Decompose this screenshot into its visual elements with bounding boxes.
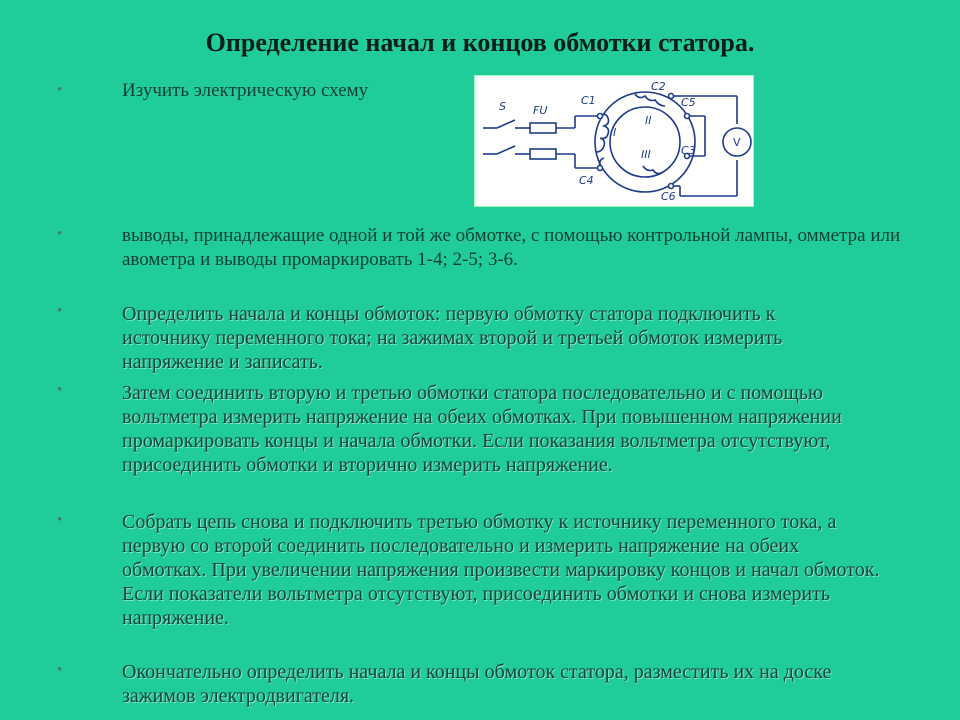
label-switch: S [499,100,506,113]
bullet-text-5: Собрать цепь снова и подключить третью обмотку к источнику переменного тока, а первую со второй соединить последовательно и измерить напряжение на обеих обмотках. При увеличении напряжения произвести маркировку концов и начал обмоток. Если показатели вольтметра отсутствуют, присоединить обмотки и снова измерить напряжение. [122,511,880,629]
label-c3: C3 [681,144,696,157]
label-winding-2: II [645,114,652,127]
label-winding-1: I [613,126,617,139]
bullet-text-4: Затем соединить вторую и третью обмотки статора последовательно и с помощью вольтметра измерить напряжение на обеих обмотках. При повышенном напряжении промаркировать концы и начала обмотки. Если показания вольтметра отсутствуют, присоединить обмотки и вторично измерить напряжение. [122,382,842,476]
label-c2: C2 [651,80,666,93]
bullet-marker: • [57,226,63,242]
bullet-text-3: Определить начала и концы обмоток: первую обмотку статора подключить к источнику переменного тока; на зажимах второй и третьей обмоток измерить напряжение и записать. [122,303,783,373]
bullet-marker: • [57,662,63,678]
label-c6: C6 [661,190,676,203]
bullet-marker: • [57,82,63,98]
label-c1: C1 [581,94,596,107]
bullet-text-2: выводы, принадлежащие одной и той же обмотке, с помощью контрольной лампы, омметра или авометра и выводы промаркировать 1-4; 2-5; 3-6. [122,225,901,270]
label-c4: C4 [579,174,594,187]
label-fuse: FU [533,104,548,117]
bullet-marker: • [57,382,63,398]
bullet-text-6: Окончательно определить начала и концы обмоток статора, разместить их на доске зажимов электродвигателя. [122,661,832,707]
slide-title: Определение начал и концов обмотки статора. [205,28,755,57]
label-c5: C5 [681,96,696,109]
bullet-text-1: Изучить электрическую схему [122,80,369,101]
bullet-marker: • [57,303,63,319]
voltmeter-label: V [733,136,741,149]
bullet-marker: • [57,512,63,528]
label-winding-3: III [641,148,651,161]
stator-circuit-diagram [474,75,754,207]
